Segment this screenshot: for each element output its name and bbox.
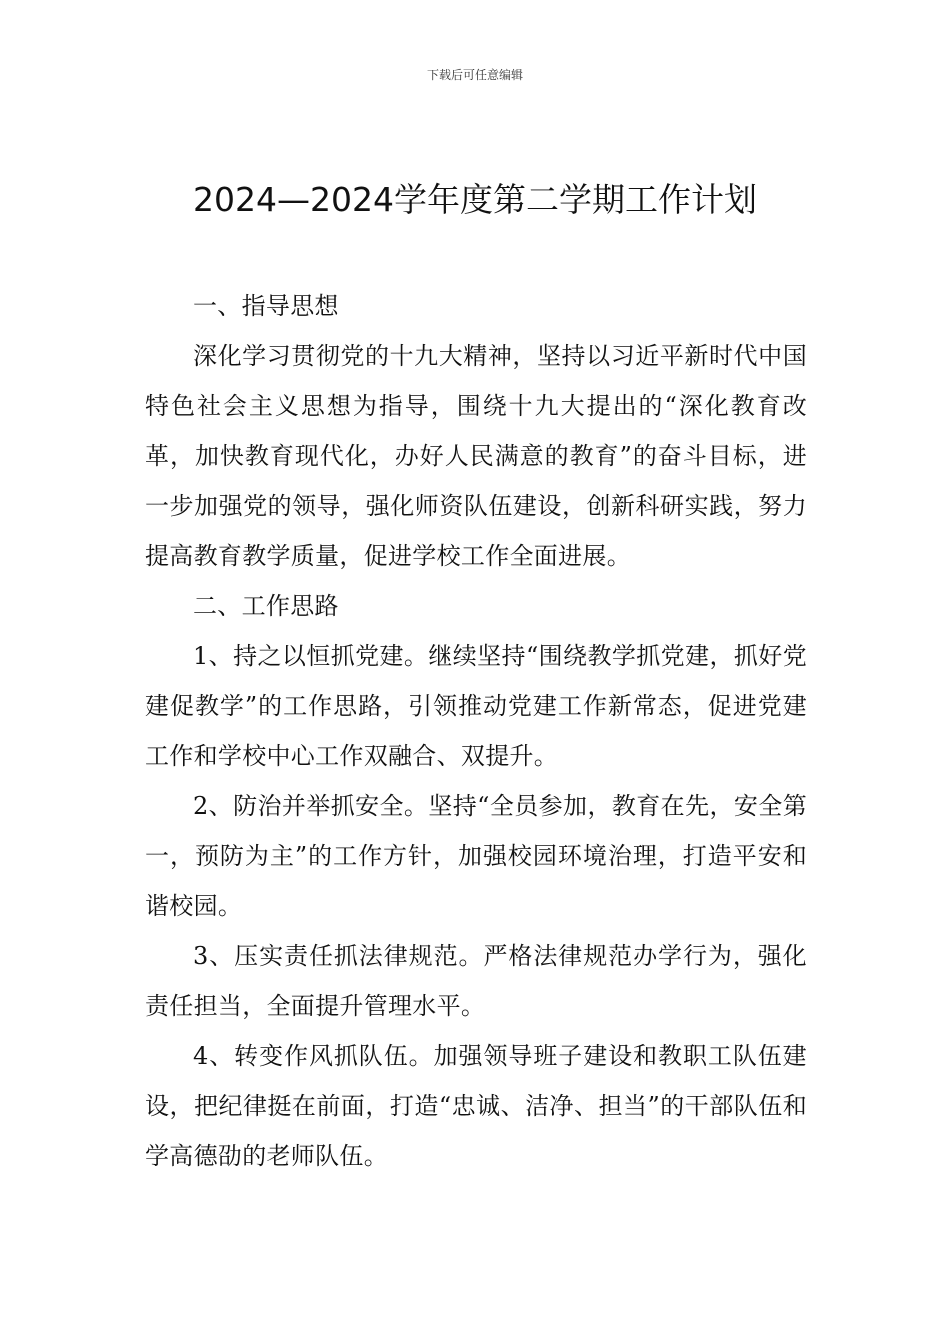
paragraph-item-4: 4、转变作风抓队伍。加强领导班子建设和教职工队伍建设，把纪律挺在前面，打造“忠诚、洁净、担当”的干部队伍和学高德劭的老师队伍。 (145, 1042, 807, 1170)
section-heading-work-approach: 二、工作思路 (193, 592, 339, 620)
paragraph-item-1: 1、持之以恒抓党建。继续坚持“围绕教学抓党建，抓好党建促教学”的工作思路，引领推动党建工作新常态，促进党建工作和学校中心工作双融合、双提升。 (145, 642, 807, 770)
paragraph-item-3: 3、压实责任抓法律规范。严格法律规范办学行为，强化责任担当，全面提升管理水平。 (145, 942, 807, 1020)
section-heading-guiding-ideology: 一、指导思想 (193, 292, 339, 320)
paragraph-item-2: 2、防治并举抓安全。坚持“全员参加，教育在先，安全第一，预防为主”的工作方针，加强校园环境治理，打造平安和谐校园。 (145, 792, 807, 920)
document-body (145, 281, 807, 1181)
document-title: 2024—2024学年度第二学期工作计划 (193, 180, 757, 219)
page-header-note: 下载后可任意编辑 (426, 68, 523, 82)
paragraph-guiding-ideology: 深化学习贯彻党的十九大精神，坚持以习近平新时代中国特色社会主义思想为指导，围绕十九大提出的“深化教育改革，加快教育现代化，办好人民满意的教育”的奋斗目标，进一步加强党的领导，强化师资队伍建设，创新科研实践，努力提高教育教学质量，促进学校工作全面进展。 (145, 342, 807, 570)
